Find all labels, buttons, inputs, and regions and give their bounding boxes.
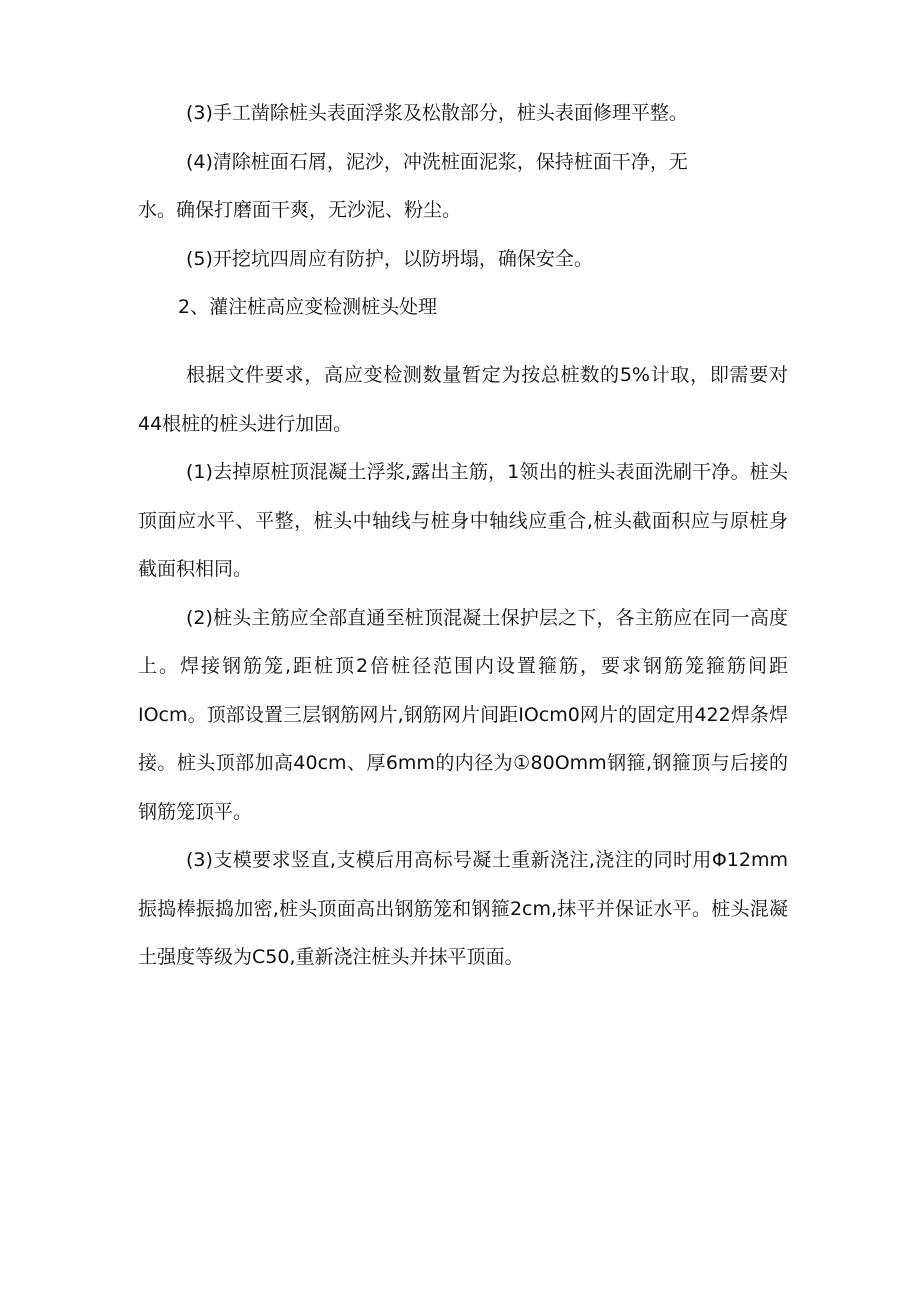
section-heading: 2、灌注桩高应变检测桩头处理 <box>178 296 438 318</box>
paragraph-item-3: (3)手工凿除桩头表面浮浆及松散部分，桩头表面修理平整。 <box>186 102 688 124</box>
section-1-block <box>138 89 788 332</box>
paragraph-item-1: (1)去掉原桩顶混凝土浮浆,露出主筋，1领出的桩头表面洗刷干净。桩头顶面应水平、平整，桩头中轴线与桩身中轴线应重合,桩头截面积应与原桩身截面积相同。 <box>138 461 788 580</box>
paragraph-item-4: (4)清除桩面石屑，泥沙，冲洗桩面泥浆，保持桩面干净，无水。确保打磨面干爽，无沙泥、粉尘。 <box>138 150 688 221</box>
section-intro: 根据文件要求，高应变检测数量暂定为按总桩数的5%计取，即需要对44根桩的桩头进行加固。 <box>138 364 788 435</box>
paragraph-item-3b: (3)支模要求竖直,支模后用高标号凝土重新浇注,浇注的同时用Φ12mm振捣棒振捣加密,桩头顶面高出钢筋笼和钢箍2cm,抹平并保证水平。桩头混凝土强度等级为C50,重新浇注桩头并抹平顶面。 <box>138 849 788 968</box>
section-2-block <box>138 351 788 982</box>
paragraph-item-5: (5)开挖坑四周应有防护，以防坍塌，确保安全。 <box>186 247 593 270</box>
paragraph-item-2: (2)桩头主筋应全部直通至桩顶混凝土保护层之下，各主筋应在同一高度上。焊接钢筋笼,距桩顶2倍桩径范围内设置箍筋，要求钢筋笼箍筋间距IOcm。顶部设置三层钢筋网片,钢筋网片间距IOcm0网片的固定用422焊条焊接。桩头顶部加高40cm、厚6mm的内径为①80Omm钢箍,钢箍顶与后接的钢筋笼顶平。 <box>138 606 788 823</box>
